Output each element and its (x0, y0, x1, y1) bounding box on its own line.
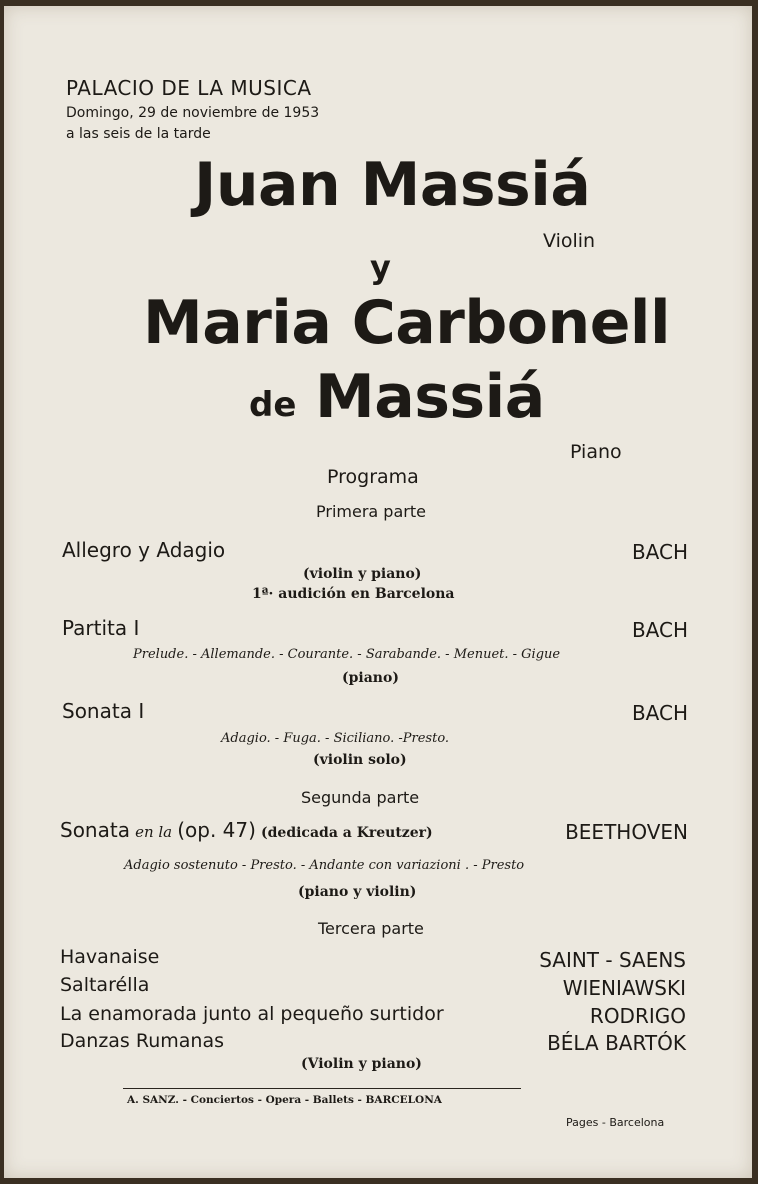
piece-opus: (op. 47) (177, 818, 256, 842)
printer-credit: Pages - Barcelona (566, 1116, 665, 1129)
piece-note: (piano) (342, 670, 399, 686)
piece-note: (violin solo) (313, 752, 407, 768)
concert-time: a las seis de la tarde (66, 126, 211, 142)
instrument-violin: Violin (543, 230, 596, 252)
performer-surname: Massiá (315, 362, 545, 432)
part-3-heading: Tercera parte (318, 919, 424, 938)
footer-divider (123, 1088, 521, 1089)
performer-name-1: Juan Massiá (194, 150, 591, 220)
piece-title: La enamorada junto al pequeño surtidor (60, 1003, 444, 1025)
piece-composer: BACH (631, 701, 688, 725)
performer-name-2: Maria Carbonell (143, 288, 671, 358)
piece-composer: BACH (631, 618, 688, 642)
piece-title: Sonata I (62, 699, 145, 723)
piece-note: (violin y piano) (303, 566, 422, 582)
piece-movements: Adagio. - Fuga. - Siciliano. -Presto. (221, 731, 450, 746)
instrument-piano: Piano (570, 441, 622, 463)
piece-movements: Prelude. - Allemande. - Courante. - Sarabande. - Menuet. - Gigue (133, 647, 561, 662)
concert-date: Domingo, 29 de noviembre de 1953 (66, 105, 320, 121)
piece-title: Danzas Rumanas (60, 1030, 224, 1052)
part-1-heading: Primera parte (316, 502, 426, 521)
piece-title: Havanaise (60, 946, 160, 968)
piece-title-main: Sonata (60, 818, 130, 842)
conjunction: y (370, 248, 391, 286)
name-prefix: de (249, 385, 297, 425)
piece-composer: BACH (631, 540, 688, 564)
part-2-heading: Segunda parte (301, 788, 420, 807)
footer-agency: A. SANZ. - Conciertos - Opera - Ballets - BARCELONA (127, 1094, 442, 1106)
piece-title: Partita I (62, 616, 140, 640)
piece-key: en la (135, 823, 173, 841)
piece-note: (piano y violin) (298, 884, 417, 900)
piece-composer: BÉLA BARTÓK (547, 1031, 686, 1055)
piece-premiere-note: 1ª· audición en Barcelona (252, 586, 455, 602)
piece-title: Saltarélla (60, 974, 150, 996)
piece-dedication: (dedicada a Kreutzer) (261, 825, 433, 841)
piece-title: Allegro y Adagio (62, 538, 226, 562)
program-heading: Programa (327, 466, 419, 488)
piece-composer: SAINT - SAENS (539, 948, 686, 972)
piece-composer: RODRIGO (589, 1004, 686, 1028)
piece-title (60, 818, 433, 842)
piece-composer: BEETHOVEN (565, 820, 688, 844)
piece-composer: WIENIAWSKI (562, 976, 686, 1000)
venue-title: PALACIO DE LA MUSICA (66, 76, 312, 100)
piece-note: (Violin y piano) (301, 1056, 422, 1072)
piece-movements: Adagio sostenuto - Presto. - Andante con variazioni . - Presto (124, 858, 525, 873)
